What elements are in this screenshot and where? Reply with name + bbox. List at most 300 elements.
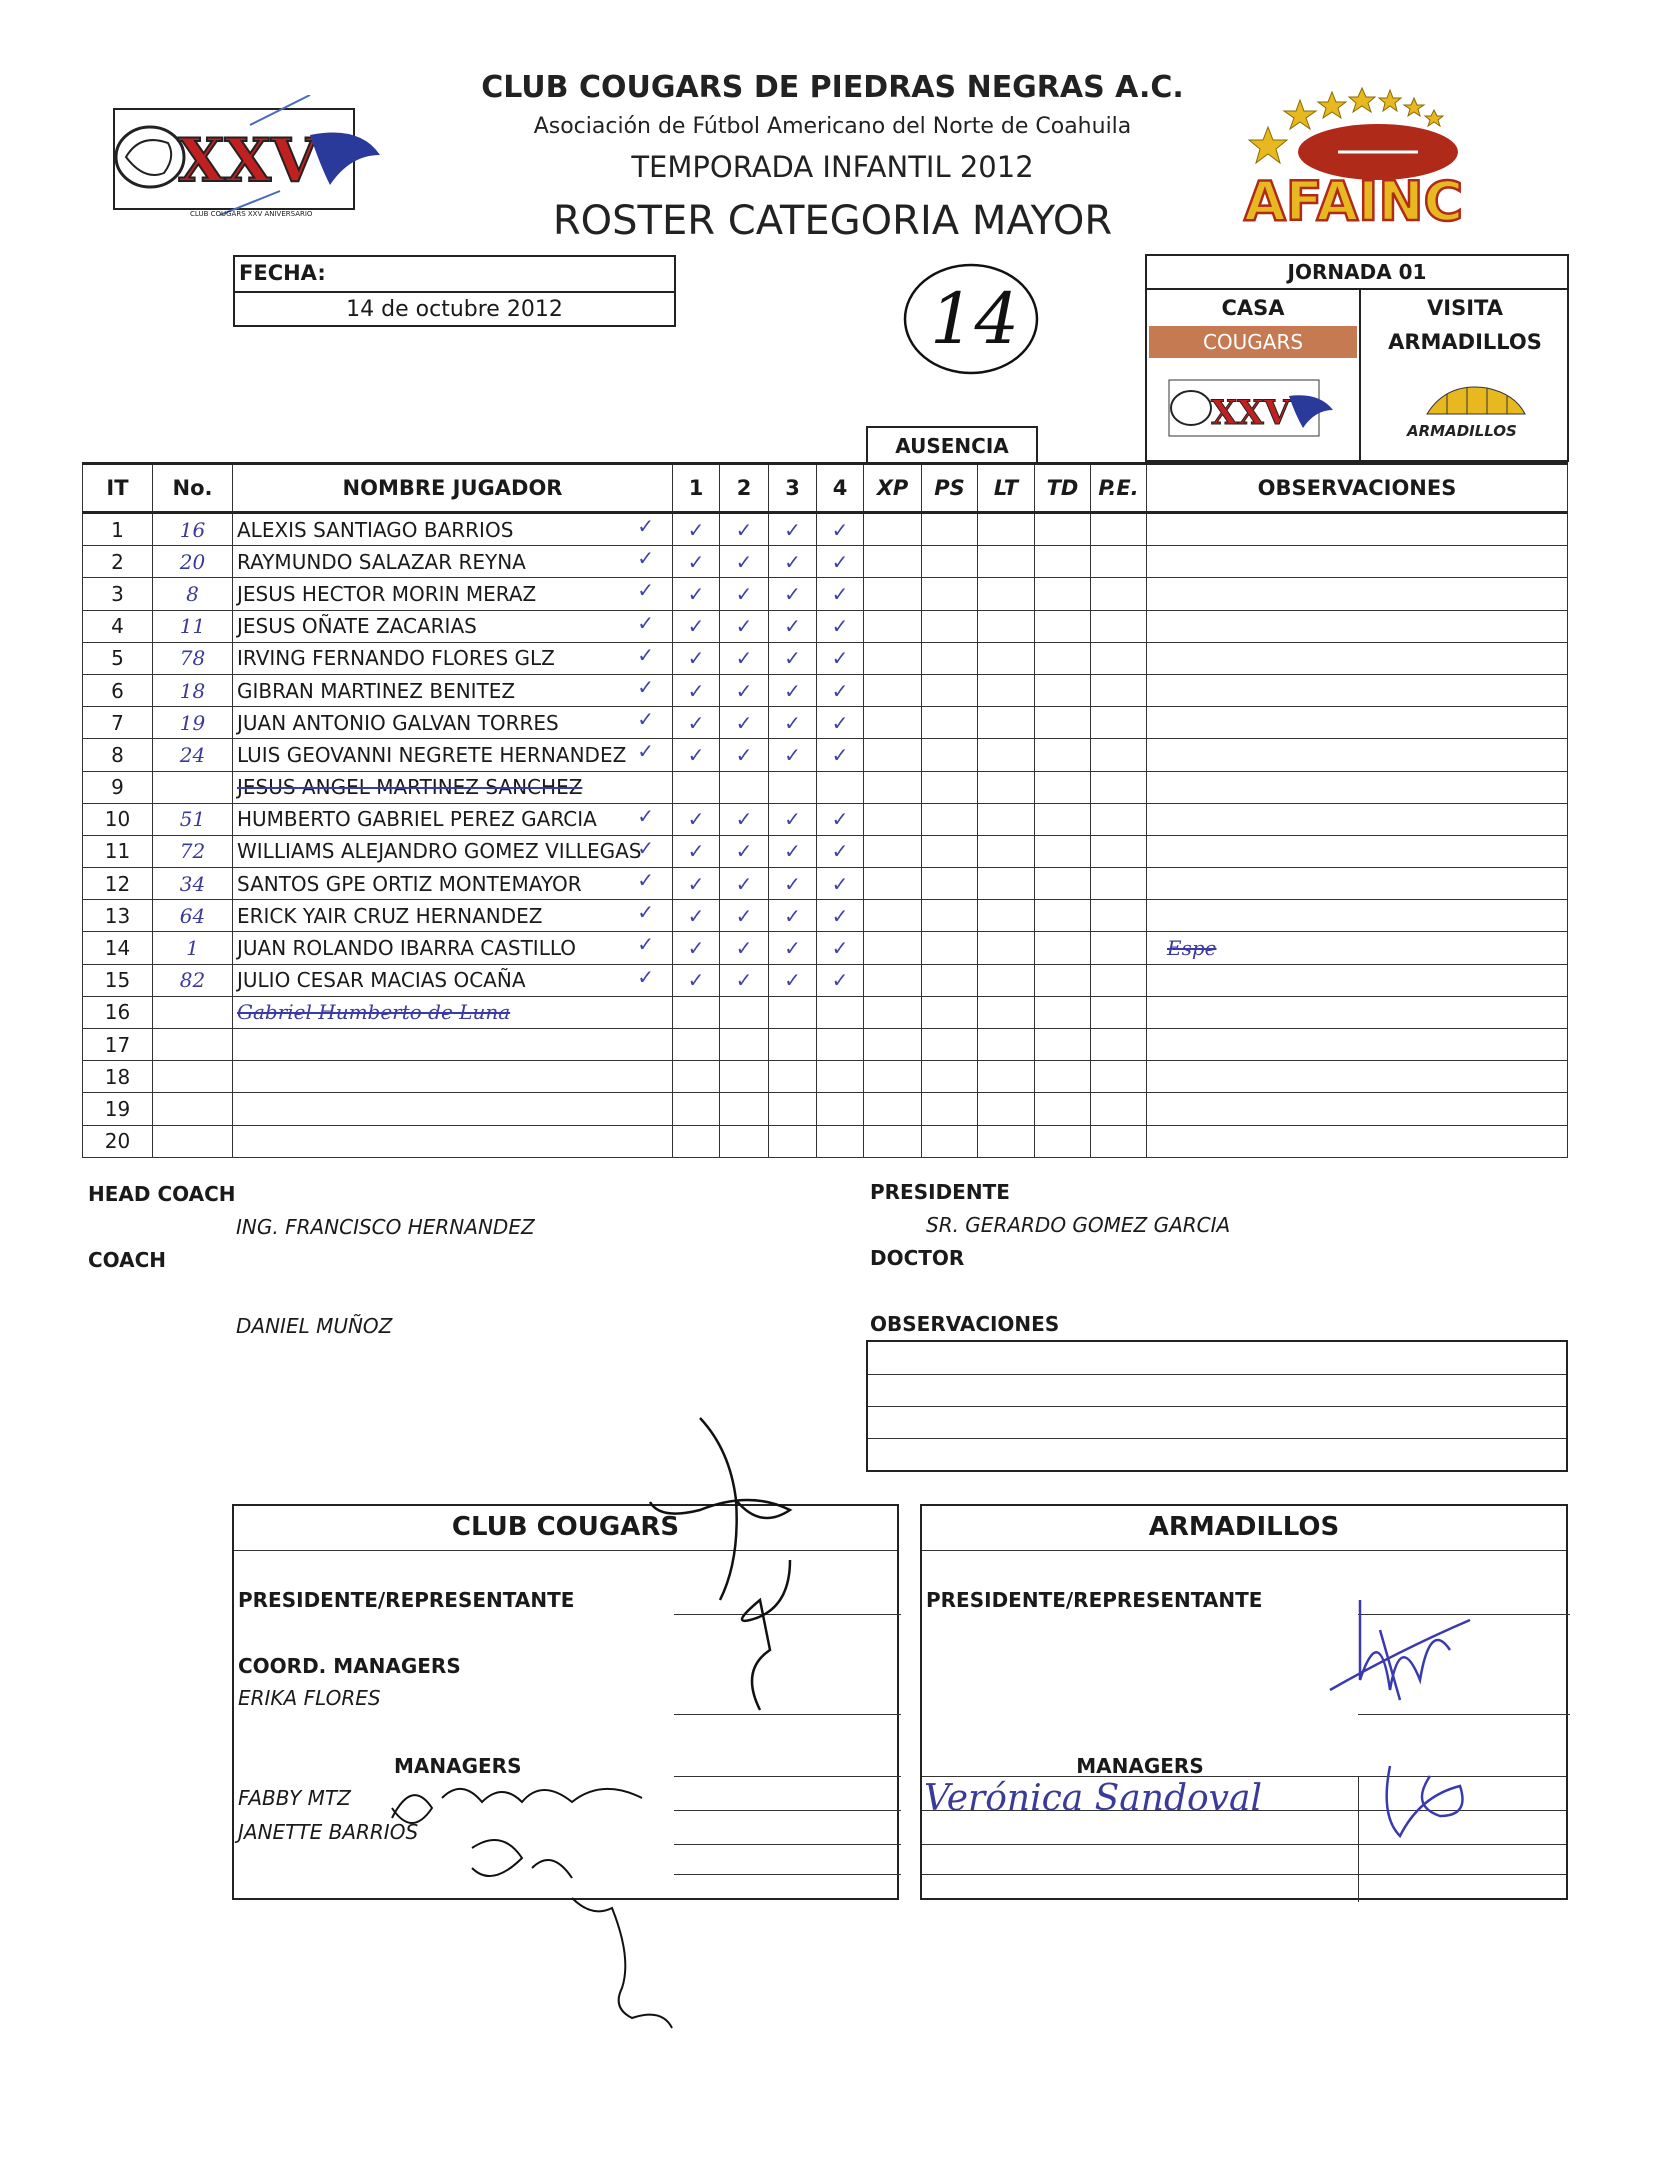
cougars-managers-label: MANAGERS [394, 1754, 522, 1778]
td-cell[interactable] [1035, 900, 1091, 932]
player-number[interactable]: 82 [153, 964, 233, 996]
ps-cell[interactable] [922, 803, 978, 835]
pe-cell[interactable] [1091, 642, 1147, 674]
lt-cell[interactable] [978, 900, 1035, 932]
player-name: GIBRAN MARTINEZ BENITEZ [237, 678, 516, 703]
quarter-3-cell[interactable]: ✓ [769, 513, 817, 546]
xp-cell[interactable] [864, 674, 922, 706]
lt-cell[interactable] [978, 1029, 1035, 1061]
observaciones-cell[interactable] [1147, 900, 1568, 932]
xp-cell[interactable] [864, 610, 922, 642]
player-name-cell[interactable] [233, 900, 673, 932]
td-cell[interactable] [1035, 771, 1091, 803]
quarter-4-cell[interactable] [817, 996, 864, 1028]
td-cell[interactable] [1035, 610, 1091, 642]
row-it: 17 [83, 1029, 153, 1061]
player-number[interactable] [153, 996, 233, 1028]
quarter-4-cell[interactable]: ✓ [817, 739, 864, 771]
pe-cell[interactable] [1091, 707, 1147, 739]
pe-cell[interactable] [1091, 1061, 1147, 1093]
td-cell[interactable] [1035, 546, 1091, 578]
player-number[interactable] [153, 1125, 233, 1157]
td-cell[interactable] [1035, 707, 1091, 739]
fecha-value: 14 de octubre 2012 [346, 297, 563, 322]
player-name-cell[interactable] [233, 1061, 673, 1093]
attendance-check-icon: ✓ [637, 578, 654, 603]
ps-cell[interactable] [922, 868, 978, 900]
lt-cell[interactable] [978, 964, 1035, 996]
attendance-check-icon: ✓ [637, 835, 654, 860]
td-cell[interactable] [1035, 513, 1091, 546]
row-it: 14 [83, 932, 153, 964]
xp-cell[interactable] [864, 707, 922, 739]
quarter-3-cell[interactable] [769, 1125, 817, 1157]
quarter-3-cell[interactable]: ✓ [769, 578, 817, 610]
quarter-4-cell[interactable]: ✓ [817, 900, 864, 932]
player-name: WILLIAMS ALEJANDRO GOMEZ VILLEGAS [237, 839, 642, 864]
lt-cell[interactable] [978, 578, 1035, 610]
quarter-2-cell[interactable] [720, 1029, 769, 1061]
xp-cell[interactable] [864, 900, 922, 932]
observaciones-cell[interactable] [1147, 513, 1568, 546]
pe-cell[interactable] [1091, 546, 1147, 578]
quarter-4-cell[interactable]: ✓ [817, 803, 864, 835]
table-row [83, 835, 1568, 867]
col-header-td: TD [1035, 464, 1091, 513]
quarter-4-cell[interactable]: ✓ [817, 707, 864, 739]
quarter-2-cell[interactable]: ✓ [720, 610, 769, 642]
td-cell[interactable] [1035, 674, 1091, 706]
lt-cell[interactable] [978, 546, 1035, 578]
xp-cell[interactable] [864, 803, 922, 835]
row-it: 3 [83, 578, 153, 610]
table-row [83, 900, 1568, 932]
td-cell[interactable] [1035, 578, 1091, 610]
observaciones-cell[interactable] [1147, 610, 1568, 642]
quarter-2-cell[interactable]: ✓ [720, 642, 769, 674]
quarter-3-cell[interactable]: ✓ [769, 835, 817, 867]
player-name-cell[interactable] [233, 803, 673, 835]
quarter-1-cell[interactable]: ✓ [673, 835, 720, 867]
row-it: 4 [83, 610, 153, 642]
quarter-2-cell[interactable] [720, 771, 769, 803]
observaciones-cell[interactable] [1147, 771, 1568, 803]
observaciones-cell[interactable] [1147, 803, 1568, 835]
player-number[interactable]: 16 [153, 513, 233, 546]
col-header-q2: 2 [720, 464, 769, 513]
pe-cell[interactable] [1091, 1029, 1147, 1061]
quarter-3-cell[interactable] [769, 1061, 817, 1093]
ps-cell[interactable] [922, 900, 978, 932]
quarter-3-cell[interactable]: ✓ [769, 900, 817, 932]
quarter-2-cell[interactable]: ✓ [720, 803, 769, 835]
ps-cell[interactable] [922, 546, 978, 578]
quarter-2-cell[interactable] [720, 996, 769, 1028]
player-name-cell[interactable] [233, 1093, 673, 1125]
quarter-4-cell[interactable]: ✓ [817, 674, 864, 706]
ps-cell[interactable] [922, 642, 978, 674]
lt-cell[interactable] [978, 610, 1035, 642]
observaciones-cell[interactable] [1147, 1125, 1568, 1157]
quarter-2-cell[interactable]: ✓ [720, 513, 769, 546]
quarter-2-cell[interactable]: ✓ [720, 578, 769, 610]
table-row [83, 739, 1568, 771]
player-name: Gabriel Humberto de Luna [237, 1000, 511, 1025]
observaciones-cell[interactable] [1147, 1093, 1568, 1125]
xp-cell[interactable] [864, 578, 922, 610]
ps-cell[interactable] [922, 739, 978, 771]
head-coach-label: HEAD COACH [88, 1182, 236, 1206]
row-it: 11 [83, 835, 153, 867]
td-cell[interactable] [1035, 1029, 1091, 1061]
quarter-1-cell[interactable]: ✓ [673, 610, 720, 642]
player-name-cell[interactable] [233, 1029, 673, 1061]
td-cell[interactable] [1035, 1125, 1091, 1157]
quarter-3-cell[interactable] [769, 1029, 817, 1061]
quarter-4-cell[interactable]: ✓ [817, 642, 864, 674]
row-it: 12 [83, 868, 153, 900]
lt-cell[interactable] [978, 513, 1035, 546]
quarter-2-cell[interactable]: ✓ [720, 868, 769, 900]
quarter-3-cell[interactable]: ✓ [769, 868, 817, 900]
pe-cell[interactable] [1091, 739, 1147, 771]
xp-cell[interactable] [864, 932, 922, 964]
casa-label: CASA [1221, 296, 1285, 320]
lt-cell[interactable] [978, 1061, 1035, 1093]
xp-cell[interactable] [864, 996, 922, 1028]
player-name-cell[interactable] [233, 868, 673, 900]
armadillos-manager-signature [1370, 1756, 1490, 1846]
observaciones-cell[interactable] [1147, 996, 1568, 1028]
td-cell[interactable] [1035, 803, 1091, 835]
quarter-4-cell[interactable]: ✓ [817, 578, 864, 610]
td-cell[interactable] [1035, 964, 1091, 996]
table-row [83, 964, 1568, 996]
table-row [83, 1093, 1568, 1125]
player-name-cell[interactable] [233, 964, 673, 996]
quarter-1-cell[interactable] [673, 996, 720, 1028]
observaciones-cell[interactable] [1147, 707, 1568, 739]
pe-cell[interactable] [1091, 868, 1147, 900]
player-name-cell[interactable] [233, 707, 673, 739]
player-name-cell[interactable] [233, 513, 673, 546]
quarter-4-cell[interactable] [817, 1029, 864, 1061]
xp-cell[interactable] [864, 835, 922, 867]
cougars-xxv-logo [110, 95, 390, 225]
quarter-4-cell[interactable]: ✓ [817, 513, 864, 546]
player-name-cell[interactable] [233, 1125, 673, 1157]
quarter-1-cell[interactable]: ✓ [673, 803, 720, 835]
player-number[interactable]: 20 [153, 546, 233, 578]
ps-cell[interactable] [922, 1061, 978, 1093]
quarter-2-cell[interactable]: ✓ [720, 546, 769, 578]
player-name-cell[interactable] [233, 578, 673, 610]
quarter-1-cell[interactable] [673, 1061, 720, 1093]
player-number[interactable] [153, 1093, 233, 1125]
observaciones-cell[interactable]: Espe [1147, 932, 1568, 964]
table-row [83, 1061, 1568, 1093]
quarter-2-cell[interactable]: ✓ [720, 835, 769, 867]
ps-cell[interactable] [922, 1125, 978, 1157]
td-cell[interactable] [1035, 642, 1091, 674]
row-it: 2 [83, 546, 153, 578]
player-number[interactable] [153, 771, 233, 803]
svg-text:XXV: XXV [1211, 393, 1291, 433]
quarter-2-cell[interactable]: ✓ [720, 900, 769, 932]
xp-cell[interactable] [864, 739, 922, 771]
quarter-3-cell[interactable] [769, 996, 817, 1028]
attendance-check-icon: ✓ [637, 707, 654, 732]
quarter-1-cell[interactable] [673, 1029, 720, 1061]
lt-cell[interactable] [978, 868, 1035, 900]
quarter-1-cell[interactable]: ✓ [673, 513, 720, 546]
quarter-2-cell[interactable] [720, 1061, 769, 1093]
pe-cell[interactable] [1091, 900, 1147, 932]
quarter-3-cell[interactable] [769, 771, 817, 803]
player-number[interactable]: 72 [153, 835, 233, 867]
xp-cell[interactable] [864, 1125, 922, 1157]
observaciones-cell[interactable] [1147, 739, 1568, 771]
player-name: HUMBERTO GABRIEL PEREZ GARCIA [237, 807, 597, 832]
col-header-ps: PS [922, 464, 978, 513]
observaciones-cell[interactable] [1147, 674, 1568, 706]
td-cell[interactable] [1035, 996, 1091, 1028]
ps-cell[interactable] [922, 674, 978, 706]
player-number[interactable]: 19 [153, 707, 233, 739]
quarter-4-cell[interactable]: ✓ [817, 868, 864, 900]
observaciones-cell[interactable] [1147, 835, 1568, 867]
quarter-1-cell[interactable]: ✓ [673, 578, 720, 610]
player-name-cell[interactable] [233, 610, 673, 642]
quarter-1-cell[interactable]: ✓ [673, 546, 720, 578]
coord-managers-name: ERIKA FLORES [238, 1686, 381, 1710]
player-name: IRVING FERNANDO FLORES GLZ [237, 646, 555, 671]
player-name: JESUS ANGEL MARTINEZ SANCHEZ [237, 775, 583, 800]
quarter-2-cell[interactable]: ✓ [720, 964, 769, 996]
quarter-3-cell[interactable]: ✓ [769, 932, 817, 964]
quarter-3-cell[interactable]: ✓ [769, 739, 817, 771]
player-number[interactable]: 18 [153, 674, 233, 706]
category-title: ROSTER CATEGORIA MAYOR [552, 198, 1113, 244]
pe-cell[interactable] [1091, 610, 1147, 642]
xp-cell[interactable] [864, 546, 922, 578]
lt-cell[interactable] [978, 642, 1035, 674]
coach-name: DANIEL MUÑOZ [236, 1314, 393, 1338]
attendance-check-icon: ✓ [637, 514, 654, 538]
quarter-2-cell[interactable] [720, 1093, 769, 1125]
player-name-cell[interactable] [233, 932, 673, 964]
lt-cell[interactable] [978, 674, 1035, 706]
col-header-nombre: NOMBRE JUGADOR [233, 464, 673, 513]
lt-cell[interactable] [978, 996, 1035, 1028]
quarter-3-cell[interactable]: ✓ [769, 707, 817, 739]
pe-cell[interactable] [1091, 996, 1147, 1028]
lt-cell[interactable] [978, 803, 1035, 835]
quarter-3-cell[interactable]: ✓ [769, 964, 817, 996]
xp-cell[interactable] [864, 513, 922, 546]
player-number[interactable]: 51 [153, 803, 233, 835]
quarter-1-cell[interactable]: ✓ [673, 932, 720, 964]
row-it: 18 [83, 1061, 153, 1093]
game-number: 14 [930, 278, 1020, 360]
lt-cell[interactable] [978, 707, 1035, 739]
ps-cell[interactable] [922, 1029, 978, 1061]
pe-cell[interactable] [1091, 674, 1147, 706]
presidente-name: SR. GERARDO GOMEZ GARCIA [926, 1213, 1231, 1237]
quarter-2-cell[interactable]: ✓ [720, 707, 769, 739]
quarter-4-cell[interactable] [817, 1125, 864, 1157]
col-header-lt: LT [978, 464, 1035, 513]
ps-cell[interactable] [922, 513, 978, 546]
ps-cell[interactable] [922, 996, 978, 1028]
td-cell[interactable] [1035, 932, 1091, 964]
quarter-2-cell[interactable]: ✓ [720, 932, 769, 964]
quarter-1-cell[interactable]: ✓ [673, 868, 720, 900]
player-name-cell[interactable] [233, 835, 673, 867]
ps-cell[interactable] [922, 1093, 978, 1125]
observaciones-cell[interactable] [1147, 964, 1568, 996]
quarter-4-cell[interactable] [817, 771, 864, 803]
quarter-4-cell[interactable]: ✓ [817, 964, 864, 996]
player-number[interactable]: 8 [153, 578, 233, 610]
ps-cell[interactable] [922, 771, 978, 803]
table-row [83, 1125, 1568, 1157]
xp-cell[interactable] [864, 1093, 922, 1125]
ps-cell[interactable] [922, 707, 978, 739]
xp-cell[interactable] [864, 1061, 922, 1093]
lt-cell[interactable] [978, 932, 1035, 964]
player-name-cell[interactable] [233, 642, 673, 674]
quarter-4-cell[interactable]: ✓ [817, 610, 864, 642]
td-cell[interactable] [1035, 1061, 1091, 1093]
ps-cell[interactable] [922, 578, 978, 610]
player-name: SANTOS GPE ORTIZ MONTEMAYOR [237, 871, 582, 896]
xp-cell[interactable] [864, 1029, 922, 1061]
lt-cell[interactable] [978, 771, 1035, 803]
quarter-1-cell[interactable]: ✓ [673, 964, 720, 996]
xp-cell[interactable] [864, 771, 922, 803]
coach-label: COACH [88, 1248, 167, 1272]
player-name-cell[interactable] [233, 739, 673, 771]
row-it: 5 [83, 642, 153, 674]
jornada-box [1145, 254, 1569, 462]
pe-cell[interactable] [1091, 771, 1147, 803]
observaciones-cell[interactable] [1147, 642, 1568, 674]
table-row [83, 1029, 1568, 1061]
player-name: JUAN ANTONIO GALVAN TORRES [237, 710, 559, 735]
player-name-cell[interactable] [233, 771, 673, 803]
player-name: JULIO CESAR MACIAS OCAÑA [237, 968, 526, 993]
quarter-1-cell[interactable]: ✓ [673, 674, 720, 706]
quarter-1-cell[interactable] [673, 1125, 720, 1157]
quarter-4-cell[interactable] [817, 1093, 864, 1125]
row-it: 6 [83, 674, 153, 706]
lt-cell[interactable] [978, 835, 1035, 867]
observaciones-cell[interactable] [1147, 868, 1568, 900]
quarter-3-cell[interactable]: ✓ [769, 803, 817, 835]
observaciones-cell[interactable] [1147, 578, 1568, 610]
quarter-4-cell[interactable] [817, 1061, 864, 1093]
player-number[interactable]: 64 [153, 900, 233, 932]
observaciones-cell[interactable] [1147, 1061, 1568, 1093]
observaciones-cell[interactable] [1147, 1029, 1568, 1061]
lt-cell[interactable] [978, 1125, 1035, 1157]
quarter-1-cell[interactable]: ✓ [673, 739, 720, 771]
xp-cell[interactable] [864, 642, 922, 674]
ps-cell[interactable] [922, 932, 978, 964]
ps-cell[interactable] [922, 964, 978, 996]
quarter-4-cell[interactable]: ✓ [817, 835, 864, 867]
player-number[interactable]: 78 [153, 642, 233, 674]
td-cell[interactable] [1035, 835, 1091, 867]
observaciones-cell[interactable] [1147, 546, 1568, 578]
player-number[interactable]: 34 [153, 868, 233, 900]
quarter-2-cell[interactable]: ✓ [720, 674, 769, 706]
attendance-check-icon: ✓ [637, 739, 654, 764]
pe-cell[interactable] [1091, 964, 1147, 996]
quarter-1-cell[interactable]: ✓ [673, 707, 720, 739]
pe-cell[interactable] [1091, 1093, 1147, 1125]
quarter-2-cell[interactable] [720, 1125, 769, 1157]
player-number[interactable]: 11 [153, 610, 233, 642]
player-name-cell[interactable] [233, 996, 673, 1028]
player-number[interactable] [153, 1061, 233, 1093]
player-name-cell[interactable] [233, 546, 673, 578]
quarter-3-cell[interactable] [769, 1093, 817, 1125]
td-cell[interactable] [1035, 739, 1091, 771]
xp-cell[interactable] [864, 868, 922, 900]
pe-cell[interactable] [1091, 835, 1147, 867]
quarter-3-cell[interactable]: ✓ [769, 674, 817, 706]
table-header-row [83, 464, 1568, 513]
pe-cell[interactable] [1091, 578, 1147, 610]
table-row [83, 578, 1568, 610]
player-name: ERICK YAIR CRUZ HERNANDEZ [237, 903, 543, 928]
pe-cell[interactable] [1091, 803, 1147, 835]
lt-cell[interactable] [978, 1093, 1035, 1125]
pe-cell[interactable] [1091, 1125, 1147, 1157]
xp-cell[interactable] [864, 964, 922, 996]
col-header-q1: 1 [673, 464, 720, 513]
lt-cell[interactable] [978, 739, 1035, 771]
quarter-2-cell[interactable]: ✓ [720, 739, 769, 771]
pe-cell[interactable] [1091, 513, 1147, 546]
player-name-cell[interactable] [233, 674, 673, 706]
quarter-4-cell[interactable]: ✓ [817, 546, 864, 578]
quarter-3-cell[interactable]: ✓ [769, 642, 817, 674]
ps-cell[interactable] [922, 835, 978, 867]
quarter-1-cell[interactable]: ✓ [673, 642, 720, 674]
player-number[interactable]: 1 [153, 932, 233, 964]
attendance-check-icon: ✓ [637, 964, 654, 989]
quarter-1-cell[interactable] [673, 771, 720, 803]
player-name: JUAN ROLANDO IBARRA CASTILLO [237, 936, 577, 961]
td-cell[interactable] [1035, 868, 1091, 900]
quarter-1-cell[interactable]: ✓ [673, 900, 720, 932]
quarter-3-cell[interactable]: ✓ [769, 610, 817, 642]
td-cell[interactable] [1035, 1093, 1091, 1125]
col-header-no: No. [153, 464, 233, 513]
quarter-4-cell[interactable]: ✓ [817, 932, 864, 964]
player-number[interactable]: 24 [153, 739, 233, 771]
player-number[interactable] [153, 1029, 233, 1061]
quarter-1-cell[interactable] [673, 1093, 720, 1125]
armadillos-sign-title: ARMADILLOS [1148, 1512, 1340, 1542]
observaciones-box[interactable] [866, 1340, 1568, 1472]
ps-cell[interactable] [922, 610, 978, 642]
pe-cell[interactable] [1091, 932, 1147, 964]
quarter-3-cell[interactable]: ✓ [769, 546, 817, 578]
